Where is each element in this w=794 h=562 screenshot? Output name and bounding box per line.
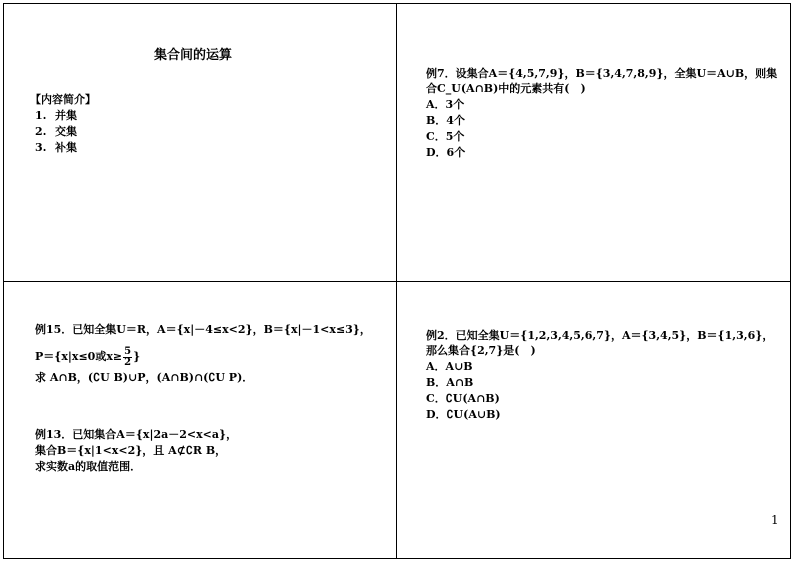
example15-set-close: } [133,350,141,363]
example13-line2: 集合B＝{x|1<x<2}，且 A⊄∁R B， [35,444,227,457]
example2-option-b: B．A∩B [426,376,474,389]
example15-line3: 求 A∩B，(∁U B)∪P，(A∩B)∩(∁U P)． [35,371,254,384]
example2-option-c: C．∁U(A∩B) [426,392,500,405]
example7-line1: 例7．设集合A＝{4,5,7,9}，B＝{3,4,7,8,9}，全集U＝A∪B，则集 [426,67,778,80]
content-item-1 [35,108,77,124]
example2-line1: 例2．已知全集U＝{1,2,3,4,5,6,7}，A＝{3,4,5}，B＝{1,3,6}， [426,329,774,342]
page-number: 1 [771,513,779,527]
fraction-numerator: 5 [124,345,132,357]
section-heading: 【内容简介】 [30,93,96,106]
example15-line2 [35,345,140,369]
item-label: 并集 [55,109,77,122]
example15-line1: 例15．已知全集U＝R，A＝{x|－4≤x<2}，B＝{x|－1<x≤3}， [35,323,371,336]
example7-line2: 合C_U(A∩B)中的元素共有( ) [426,82,586,95]
item-number: 3. [35,141,47,154]
example13-line1: 例13．已知集合A＝{x|2a－2<x<a}， [35,428,238,441]
fraction [123,347,132,368]
item-number: 1. [35,109,47,122]
example7-option-d: D．6个 [426,146,466,159]
content-item-3 [35,140,77,156]
example2-line2: 那么集合{2,7}是( ) [426,344,536,357]
content-item-2 [35,124,77,140]
example13-line3: 求实数a的取值范围． [35,460,142,473]
item-label: 交集 [55,125,77,138]
item-number: 2. [35,125,47,138]
horizontal-divider [3,281,791,282]
example2-option-d: D．∁U(A∪B) [426,408,501,421]
example2-option-a: A．A∪B [426,360,473,373]
fraction-denominator: 2 [124,356,132,368]
example15-set-p: P＝{x|x≤0或x≥ [35,350,123,363]
example7-option-c: C．5个 [426,130,465,143]
example7-option-a: A．3个 [426,98,465,111]
example7-option-b: B．4个 [426,114,465,127]
lesson-title: 集合间的运算 [154,48,233,63]
item-label: 补集 [55,141,77,154]
